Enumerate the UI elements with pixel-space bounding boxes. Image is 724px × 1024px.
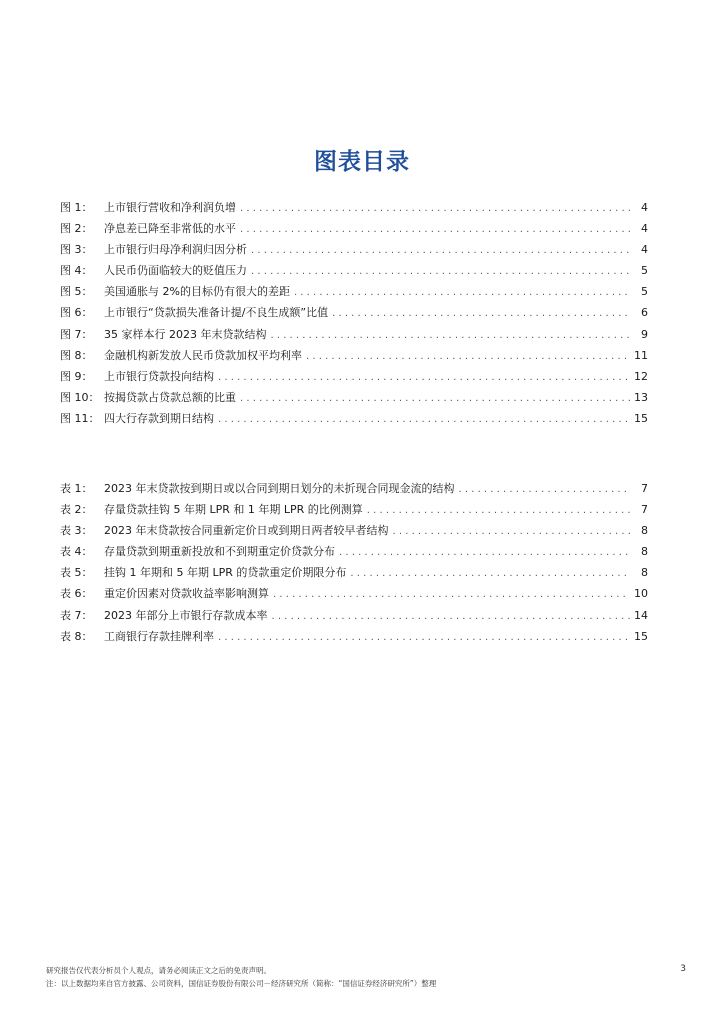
table-entry[interactable] bbox=[60, 583, 648, 604]
figure-number: 图 1： bbox=[60, 201, 93, 214]
figure-number: 图 5： bbox=[60, 285, 93, 299]
figure-number: 图 8： bbox=[60, 348, 93, 362]
figure-number: 图 6： bbox=[60, 306, 93, 320]
table-entry[interactable] bbox=[60, 605, 648, 626]
table-entry[interactable] bbox=[60, 626, 648, 647]
figure-entry[interactable] bbox=[60, 345, 648, 366]
table-entry[interactable] bbox=[60, 562, 648, 583]
dot-leader bbox=[240, 388, 630, 409]
figure-entry[interactable] bbox=[60, 366, 648, 387]
figure-page-number: 6 bbox=[641, 306, 648, 320]
table-page-number: 8 bbox=[641, 566, 648, 580]
table-title: 重定价因素对贷款收益率影响测算 bbox=[104, 587, 269, 601]
figure-page-number: 11 bbox=[634, 348, 648, 362]
footer bbox=[46, 964, 566, 990]
dot-leader bbox=[339, 542, 630, 563]
table-page-number: 15 bbox=[634, 629, 648, 643]
table-title: 挂钩 1 年期和 5 年期 LPR 的贷款重定价期限分布 bbox=[104, 566, 347, 580]
table-page-number: 7 bbox=[641, 482, 648, 495]
table-title: 2023 年部分上市银行存款成本率 bbox=[104, 608, 268, 622]
figure-title: 按揭贷款占贷款总额的比重 bbox=[104, 390, 236, 404]
dot-leader bbox=[240, 198, 630, 219]
dot-leader bbox=[218, 409, 630, 430]
figure-entry[interactable] bbox=[60, 260, 648, 281]
figure-number: 图 7： bbox=[60, 327, 93, 341]
figure-number: 图 11： bbox=[60, 411, 100, 425]
figure-entry[interactable] bbox=[60, 408, 648, 429]
dot-leader bbox=[240, 219, 630, 240]
figure-number: 图 10： bbox=[60, 390, 100, 404]
table-title: 工商银行存款挂牌利率 bbox=[104, 629, 214, 643]
table-entry[interactable] bbox=[60, 499, 648, 520]
table-page-number: 14 bbox=[634, 608, 648, 622]
table-list bbox=[60, 478, 648, 647]
table-number: 表 6： bbox=[60, 587, 93, 601]
figure-title: 净息差已降至非常低的水平 bbox=[104, 222, 236, 236]
figure-page-number: 4 bbox=[641, 243, 648, 257]
figure-title: 人民币仍面临较大的贬值压力 bbox=[104, 264, 247, 278]
figure-page-number: 13 bbox=[634, 390, 648, 404]
figure-list bbox=[60, 197, 648, 429]
dot-leader bbox=[459, 479, 631, 500]
dot-leader bbox=[294, 282, 630, 303]
figure-entry[interactable] bbox=[60, 387, 648, 408]
dot-leader bbox=[367, 500, 630, 521]
figure-entry[interactable] bbox=[60, 218, 648, 239]
table-title: 存量贷款挂钩 5 年期 LPR 和 1 年期 LPR 的比例测算 bbox=[104, 503, 363, 517]
figure-title: 上市银行贷款投向结构 bbox=[104, 369, 214, 383]
dot-leader bbox=[218, 627, 630, 648]
dot-leader bbox=[218, 367, 630, 388]
dot-leader bbox=[251, 261, 630, 282]
dot-leader bbox=[273, 584, 630, 605]
table-title: 2023 年末贷款按合同重新定价日或到期日两者较早者结构 bbox=[104, 524, 389, 538]
figure-number: 图 2： bbox=[60, 222, 93, 236]
figure-title: 上市银行“贷款损失准备计提/不良生成额”比值 bbox=[104, 306, 329, 320]
figure-title: 35 家样本行 2023 年末贷款结构 bbox=[104, 327, 267, 341]
figure-title: 金融机构新发放人民币贷款加权平均利率 bbox=[104, 348, 302, 362]
figure-page-number: 4 bbox=[641, 201, 648, 214]
figure-page-number: 4 bbox=[641, 222, 648, 236]
figure-page-number: 12 bbox=[634, 369, 648, 383]
table-number: 表 5： bbox=[60, 566, 93, 580]
figure-title: 美国通胀与 2%的目标仍有很大的差距 bbox=[104, 285, 290, 299]
source-note: 注：以上数据均来自官方披露、公司资料，国信证券股份有限公司－经济研究所（简称：“国信证券经济研究所”）整理 bbox=[46, 979, 437, 988]
disclaimer-note: 研究报告仅代表分析员个人观点，请务必阅读正文之后的免责声明。 bbox=[46, 966, 271, 975]
figure-page-number: 9 bbox=[641, 327, 648, 341]
figure-title: 上市银行归母净利润归因分析 bbox=[104, 243, 247, 257]
figure-number: 图 4： bbox=[60, 264, 93, 278]
figure-number: 图 3： bbox=[60, 243, 93, 257]
table-number: 表 1： bbox=[60, 482, 93, 495]
figure-entry[interactable] bbox=[60, 281, 648, 302]
figure-entry[interactable] bbox=[60, 324, 648, 345]
dot-leader bbox=[332, 303, 630, 324]
figure-page-number: 5 bbox=[641, 285, 648, 299]
table-number: 表 3： bbox=[60, 524, 93, 538]
table-number: 表 2： bbox=[60, 503, 93, 517]
table-number: 表 8： bbox=[60, 629, 93, 643]
dot-leader bbox=[350, 563, 630, 584]
figure-page-number: 5 bbox=[641, 264, 648, 278]
dot-leader bbox=[251, 240, 630, 261]
figure-title: 上市银行营收和净利润负增 bbox=[104, 201, 236, 214]
table-number: 表 4： bbox=[60, 545, 93, 559]
figure-title: 四大行存款到期日结构 bbox=[104, 411, 214, 425]
dot-leader bbox=[393, 521, 631, 542]
dot-leader bbox=[306, 346, 630, 367]
figure-entry[interactable] bbox=[60, 197, 648, 218]
table-title: 存量贷款到期重新投放和不到期重定价贷款分布 bbox=[104, 545, 335, 559]
table-entry[interactable] bbox=[60, 541, 648, 562]
table-page-number: 7 bbox=[641, 503, 648, 517]
table-number: 表 7： bbox=[60, 608, 93, 622]
page-title: 图表目录 bbox=[314, 149, 410, 175]
table-page-number: 8 bbox=[641, 545, 648, 559]
figure-page-number: 15 bbox=[634, 411, 648, 425]
table-page-number: 8 bbox=[641, 524, 648, 538]
table-title: 2023 年末贷款按到期日或以合同到期日划分的未折现合同现金流的结构 bbox=[104, 482, 455, 495]
figure-number: 图 9： bbox=[60, 369, 93, 383]
table-entry[interactable] bbox=[60, 520, 648, 541]
dot-leader bbox=[270, 325, 630, 346]
page-number: 3 bbox=[680, 964, 686, 974]
dot-leader bbox=[272, 606, 631, 627]
table-entry[interactable] bbox=[60, 478, 648, 499]
figure-entry[interactable] bbox=[60, 302, 648, 323]
table-page-number: 10 bbox=[634, 587, 648, 601]
figure-entry[interactable] bbox=[60, 239, 648, 260]
